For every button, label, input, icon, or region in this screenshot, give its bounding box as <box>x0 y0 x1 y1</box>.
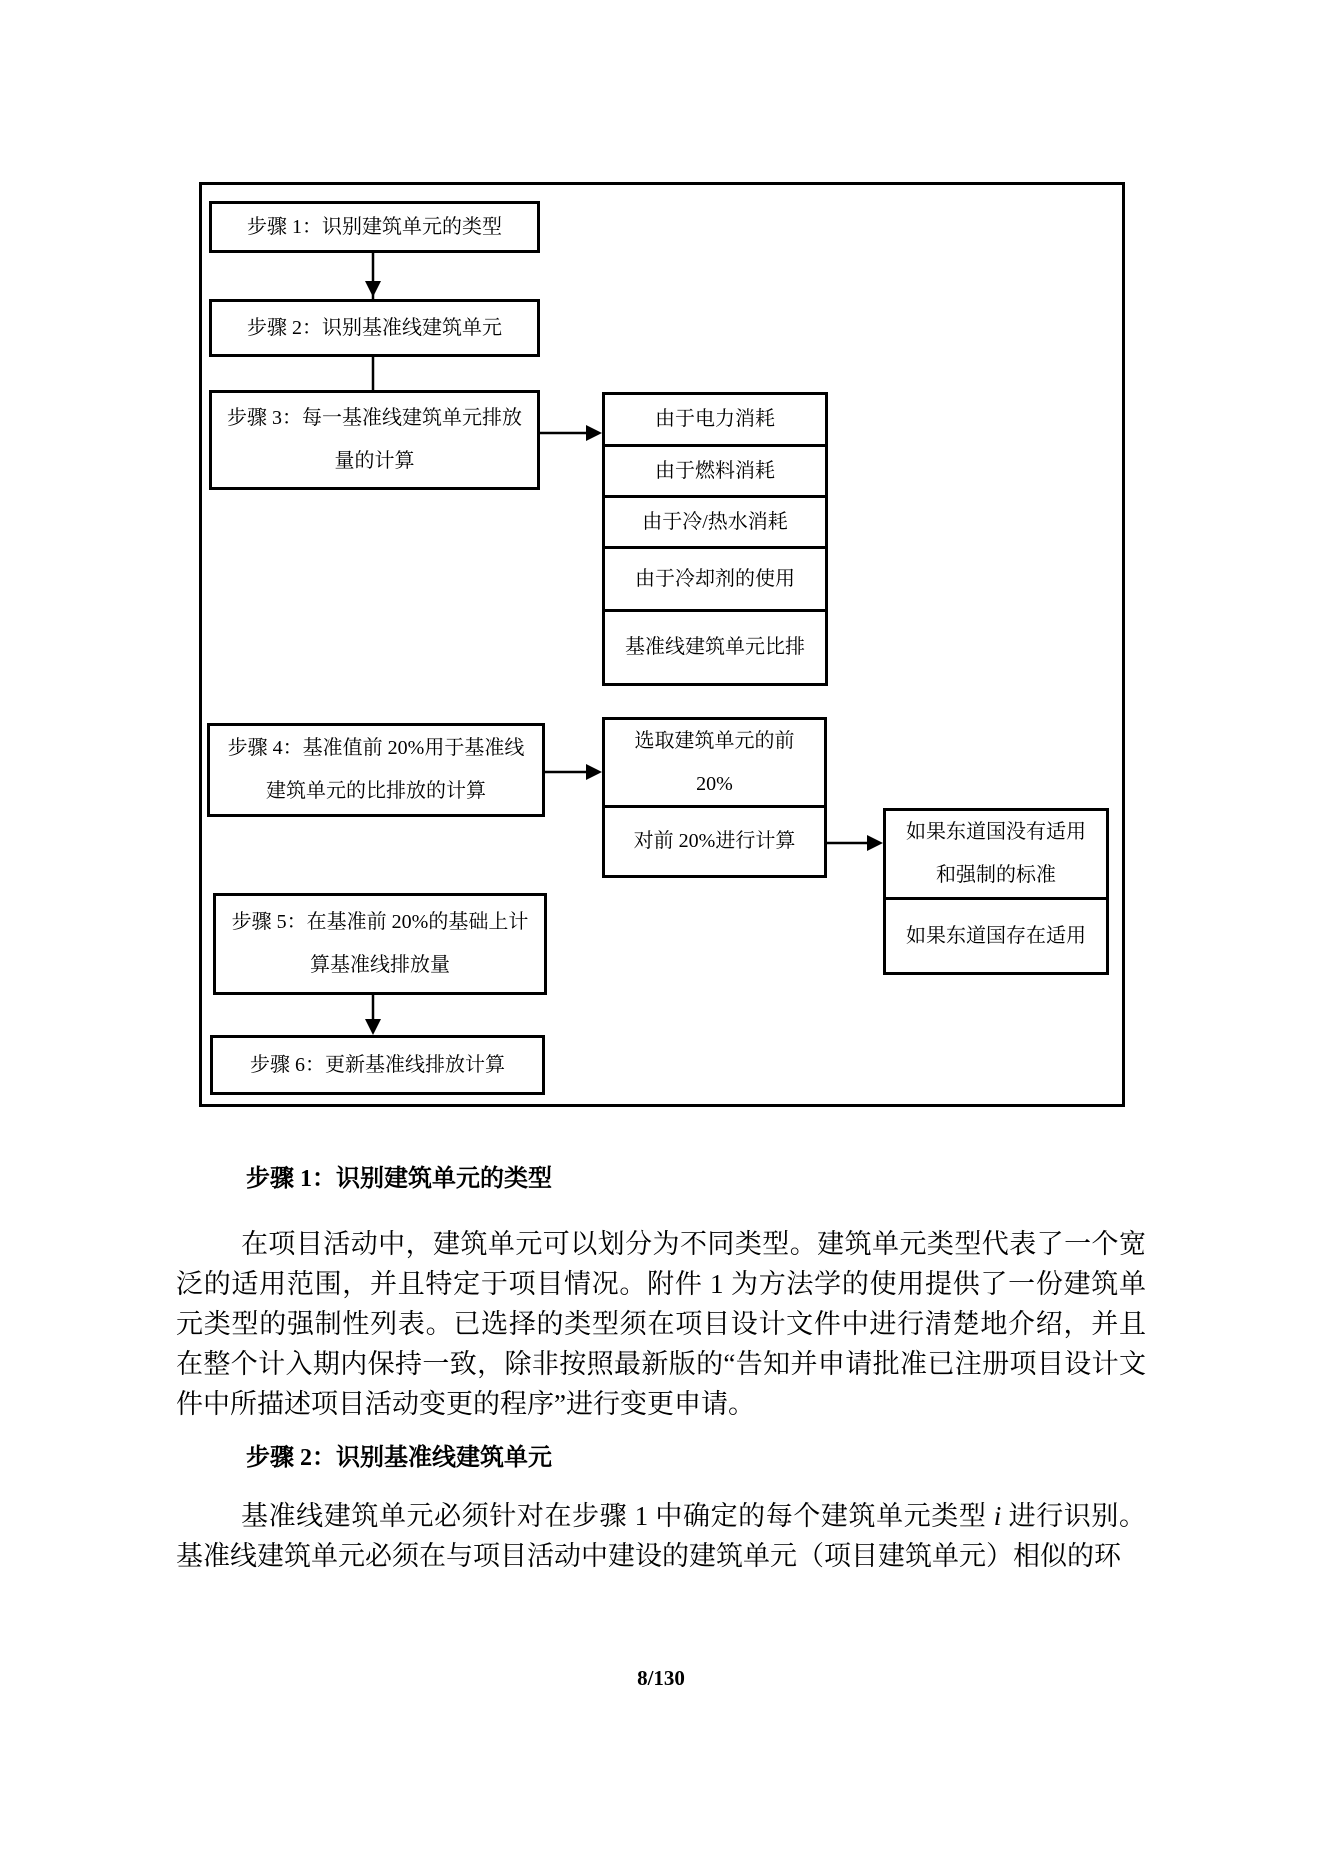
emission-box-water <box>602 495 828 549</box>
flowchart-frame <box>199 182 1125 1107</box>
condition-has-standard-label: 如果东道国存在适用 <box>906 924 1086 947</box>
flowchart-step-2 <box>209 299 540 357</box>
emission-box-water-label: 由于冷/热水消耗 <box>642 510 788 533</box>
emission-box-fuel <box>602 444 828 498</box>
emission-box-specific <box>602 609 828 686</box>
paragraph-step-2-before: 基准线建筑单元必须针对在步骤 1 中确定的每个建筑单元类型 <box>241 1501 994 1531</box>
select-top20-line-2: 20% <box>696 772 733 795</box>
page-number: 8/130 <box>637 1666 685 1690</box>
step-3-label-line-2: 量的计算 <box>334 450 415 472</box>
calc-top20-label: 对前 20%进行计算 <box>633 830 796 852</box>
step-6-label: 步骤 6：更新基准线排放计算 <box>250 1053 505 1076</box>
arrow-step3-to-emissions <box>540 425 602 441</box>
condition-box-no-standard <box>883 808 1109 900</box>
emission-box-refrigerant <box>602 546 828 612</box>
step-5-label-line-2: 算基准线排放量 <box>310 954 450 976</box>
emission-box-electricity-label: 由于电力消耗 <box>655 408 775 430</box>
emission-box-refrigerant-label: 由于冷却剂的使用 <box>635 567 795 590</box>
flowchart-step-6 <box>210 1035 545 1095</box>
step-1-label: 步骤 1：识别建筑单元的类型 <box>247 215 502 238</box>
arrow-step5-to-step6 <box>365 995 381 1035</box>
calc-top20-box <box>602 805 827 878</box>
step-4-label-line-2: 建筑单元的比排放的计算 <box>266 780 486 802</box>
emission-box-specific-label: 基准线建筑单元比排 <box>625 636 805 658</box>
flowchart-step-3 <box>209 390 540 490</box>
section-heading-step-1: 步骤 1：识别建筑单元的类型 <box>246 1166 552 1192</box>
flowchart-step-5 <box>213 893 547 995</box>
step-4-label-line-1: 步骤 4：基准值前 20%用于基准线 <box>227 737 525 759</box>
select-top20-line-1: 选取建筑单元的前 <box>634 729 795 752</box>
arrow-calc-to-conditions <box>827 835 883 851</box>
flowchart-step-1 <box>209 201 540 253</box>
step-2-label: 步骤 2：识别基准线建筑单元 <box>247 316 502 339</box>
select-top20-box <box>602 717 827 808</box>
paragraph-step-1: 在项目活动中，建筑单元可以划分为不同类型。建筑单元类型代表了一个宽泛的适用范围，并且特定于项目情况。附件 1 为方法学的使用提供了一份建筑单元类型的强制性列表。已选择的类型须在项目设计文件中进行清楚地介绍，并且在整个计入期内保持一致，除非按照最新版的“告知并申请批准已注册项目设计文件中所描述项目活动变更的程序”进行变更申请。 <box>176 1229 1146 1419</box>
step-3-label-line-1: 步骤 3：每一基准线建筑单元排放 <box>227 407 522 429</box>
emission-box-fuel-label: 由于燃料消耗 <box>655 459 775 482</box>
flowchart-step-4 <box>207 723 545 817</box>
emission-box-electricity <box>602 392 828 447</box>
paragraph-step-2-variable-i: i <box>993 1501 1002 1531</box>
paragraph-step-2 <box>176 1496 1146 1576</box>
arrow-step4-to-top20 <box>545 764 602 780</box>
condition-no-standard-line-2: 和强制的标准 <box>936 864 1056 886</box>
condition-box-has-standard <box>883 897 1109 975</box>
paragraph-step-2-after: 进行识别。基准线建筑单元必须在与项目活动中建设的建筑单元（项目建筑单元）相似的环 <box>176 1501 1147 1571</box>
condition-no-standard-line-1: 如果东道国没有适用 <box>906 821 1086 843</box>
section-heading-step-2: 步骤 2：识别基准线建筑单元 <box>246 1445 552 1471</box>
step-5-label-line-1: 步骤 5：在基准前 20%的基础上计 <box>231 911 529 933</box>
